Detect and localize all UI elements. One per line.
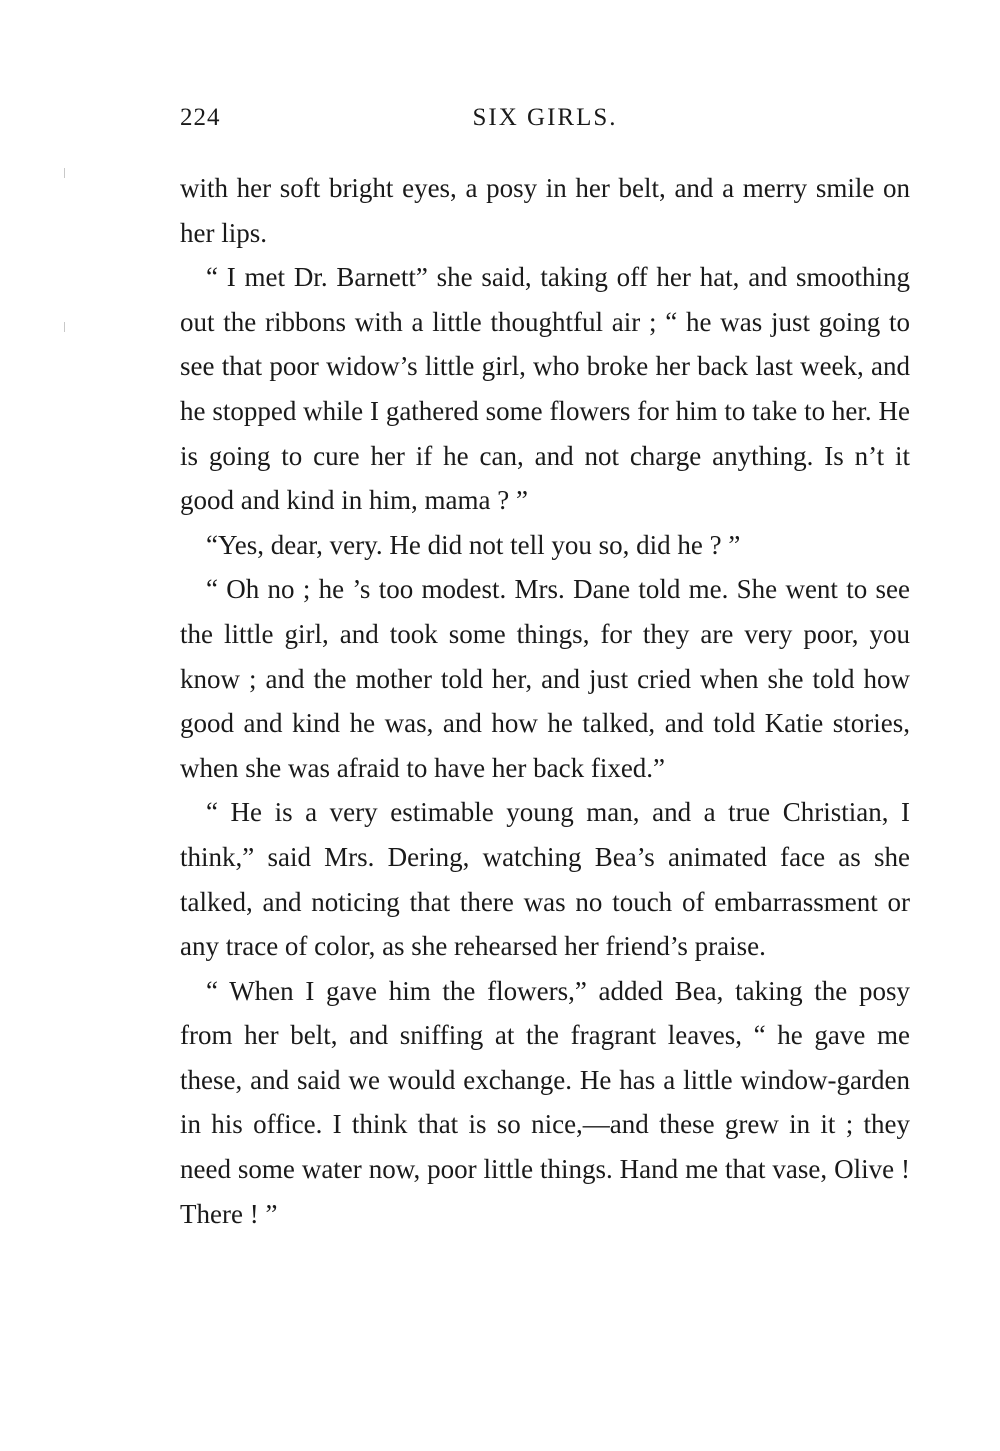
paragraph: “ I met Dr. Barnett” she said, taking off her hat, and smoothing out the ribbons with a little thoughtful air ; “ he was just going to see that poor widow’s little girl, who broke her back last week, and he stopped while I gathered some flowers for him to take to her. He is going to cure her if he can, and not charge anything. Is n’t it good and kind in him, mama ? ” xyxy=(180,262,910,516)
paragraph: “Yes, dear, very. He did not tell you so, did he ? ” xyxy=(206,529,741,560)
body-text xyxy=(180,166,910,1236)
paragraph: with her soft bright eyes, a posy in her belt, and a merry smile on her lips. xyxy=(180,173,910,248)
page-number: 224 xyxy=(180,104,221,131)
running-title: SIX GIRLS. xyxy=(472,104,618,131)
paragraph: “ He is a very estimable young man, and a true Christian, I think,” said Mrs. Dering, watching Bea’s animated face as she talked, and noticing that there was no touch of embarrassment or any trace of color, as she rehearsed her friend’s praise. xyxy=(180,797,910,962)
margin-mark xyxy=(64,322,65,332)
paragraph: “ When I gave him the flowers,” added Bea, taking the posy from her belt, and sniffing at the fragrant leaves, “ he gave me these, and said we would exchange. He has a little window-garden in his office. I think that is so nice,—and these grew in it ; they need some water now, poor little things. Hand me that vase, Olive ! There ! ” xyxy=(180,975,910,1229)
running-head xyxy=(180,104,910,140)
paragraph: “ Oh no ; he ’s too modest. Mrs. Dane told me. She went to see the little girl, and took some things, for they are very poor, you know ; and the mother told her, and just cried when she told how good and kind he was, and how he talked, and told Katie stories, when she was afraid to have her back fixed.” xyxy=(180,574,910,783)
margin-mark xyxy=(64,168,65,178)
